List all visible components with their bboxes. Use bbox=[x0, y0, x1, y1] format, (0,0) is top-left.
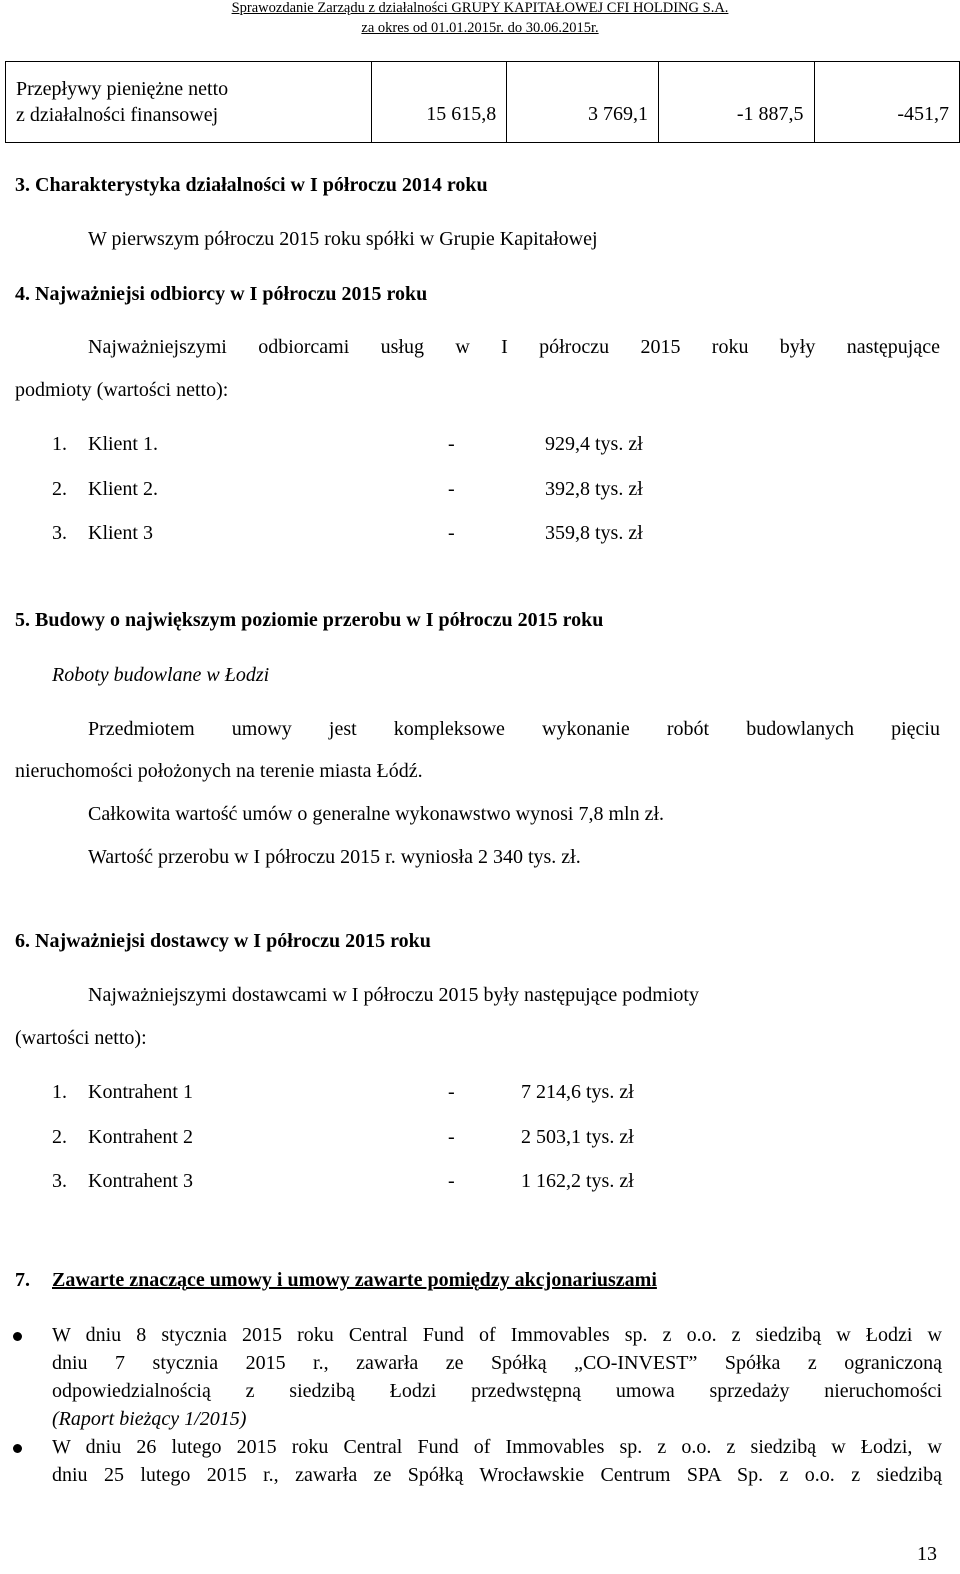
supplier-name: Kontrahent 2 bbox=[88, 1126, 193, 1148]
client-dash: - bbox=[448, 522, 455, 544]
section3-text: W pierwszym półroczu 2015 roku spółki w Grupie Kapitałowej bbox=[88, 228, 598, 250]
section4-intro-line2: podmioty (wartości netto): bbox=[15, 379, 229, 401]
supplier-value: 2 503,1 tys. zł bbox=[521, 1126, 634, 1148]
report-header-title: Sprawozdanie Zarządu z działalności GRUPY KAPITAŁOWEJ CFI HOLDING S.A. bbox=[231, 0, 729, 16]
supplier-num: 1. bbox=[52, 1081, 67, 1103]
client-value: 929,4 tys. zł bbox=[545, 433, 643, 455]
supplier-name: Kontrahent 1 bbox=[88, 1081, 193, 1103]
client-name: Klient 3 bbox=[88, 522, 153, 544]
supplier-dash: - bbox=[448, 1081, 455, 1103]
bullet-icon bbox=[13, 1332, 22, 1341]
client-value: 392,8 tys. zł bbox=[545, 478, 643, 500]
cashflow-value-4: -451,7 bbox=[814, 62, 959, 143]
contract-1-report-ref: (Raport bieżący 1/2015) bbox=[52, 1408, 247, 1430]
cashflow-label bbox=[6, 62, 372, 143]
client-name: Klient 2. bbox=[88, 478, 158, 500]
section6-heading: 6. Najważniejsi dostawcy w I półroczu 2015 roku bbox=[15, 930, 431, 952]
contract-1-line2: dniu 7 stycznia 2015 r., zawarła ze Spółką „CO-INVEST” Spółka z ograniczoną bbox=[52, 1352, 942, 1374]
section5-subheading: Roboty budowlane w Łodzi bbox=[52, 664, 270, 686]
section5-paragraph-line1: Przedmiotem umowy jest kompleksowe wykonanie robót budowlanych pięciu bbox=[88, 718, 940, 740]
section6-intro-line2: (wartości netto): bbox=[15, 1027, 147, 1049]
section5-heading: 5. Budowy o największym poziomie przerobu w I półroczu 2015 roku bbox=[15, 609, 604, 631]
section7-heading: Zawarte znaczące umowy i umowy zawarte pomiędzy akcjonariuszami bbox=[52, 1269, 657, 1291]
section4-heading: 4. Najważniejsi odbiorcy w I półroczu 2015 roku bbox=[15, 283, 428, 305]
section4-intro-line1: Najważniejszymi odbiorcami usług w I półroczu 2015 roku były następujące bbox=[88, 336, 940, 358]
section5-processed-value: Wartość przerobu w I półroczu 2015 r. wyniosła 2 340 tys. zł. bbox=[88, 846, 581, 868]
page-number: 13 bbox=[917, 1543, 937, 1565]
contract-1-line3: odpowiedzialnością z siedzibą Łodzi przedwstępną umowa sprzedaży nieruchomości bbox=[52, 1380, 942, 1402]
contract-1-line1: W dniu 8 stycznia 2015 roku Central Fund of Immovables sp. z o.o. z siedzibą w Łodzi w bbox=[52, 1324, 942, 1346]
section6-intro-line1: Najważniejszymi dostawcami w I półroczu 2015 były następujące podmioty bbox=[88, 984, 699, 1006]
client-num: 2. bbox=[52, 478, 67, 500]
contract-2-line1: W dniu 26 lutego 2015 roku Central Fund of Immovables sp. z o.o. z siedzibą w Łodzi, w bbox=[52, 1436, 942, 1458]
supplier-dash: - bbox=[448, 1126, 455, 1148]
supplier-num: 2. bbox=[52, 1126, 67, 1148]
cashflow-value-1: 15 615,8 bbox=[371, 62, 507, 143]
section7-heading-num: 7. bbox=[15, 1269, 30, 1291]
bullet-icon bbox=[13, 1444, 22, 1453]
report-header-period: za okres od 01.01.2015r. do 30.06.2015r. bbox=[361, 20, 599, 36]
client-num: 3. bbox=[52, 522, 67, 544]
section5-paragraph-line2: nieruchomości położonych na terenie miasta Łódź. bbox=[15, 760, 423, 782]
supplier-value: 7 214,6 tys. zł bbox=[521, 1081, 634, 1103]
client-num: 1. bbox=[52, 433, 67, 455]
section5-total-value: Całkowita wartość umów o generalne wykonawstwo wynosi 7,8 mln zł. bbox=[88, 803, 665, 825]
supplier-value: 1 162,2 tys. zł bbox=[521, 1170, 634, 1192]
section3-heading: 3. Charakterystyka działalności w I półroczu 2014 roku bbox=[15, 174, 488, 196]
contract-2-line2: dniu 25 lutego 2015 r., zawarła ze Spółką Wrocławskie Centrum SPA Sp. z o.o. z siedzibą bbox=[52, 1464, 942, 1486]
client-dash: - bbox=[448, 433, 455, 455]
cashflow-label-line2: z działalności finansowej bbox=[16, 104, 219, 126]
supplier-dash: - bbox=[448, 1170, 455, 1192]
supplier-num: 3. bbox=[52, 1170, 67, 1192]
client-value: 359,8 tys. zł bbox=[545, 522, 643, 544]
cashflow-value-3: -1 887,5 bbox=[659, 62, 815, 143]
cashflow-label-line1: Przepływy pieniężne netto bbox=[16, 78, 229, 100]
supplier-name: Kontrahent 3 bbox=[88, 1170, 193, 1192]
cashflow-value-2: 3 769,1 bbox=[507, 62, 659, 143]
client-dash: - bbox=[448, 478, 455, 500]
table-row bbox=[6, 62, 960, 143]
client-name: Klient 1. bbox=[88, 433, 158, 455]
cashflow-table bbox=[5, 61, 960, 143]
